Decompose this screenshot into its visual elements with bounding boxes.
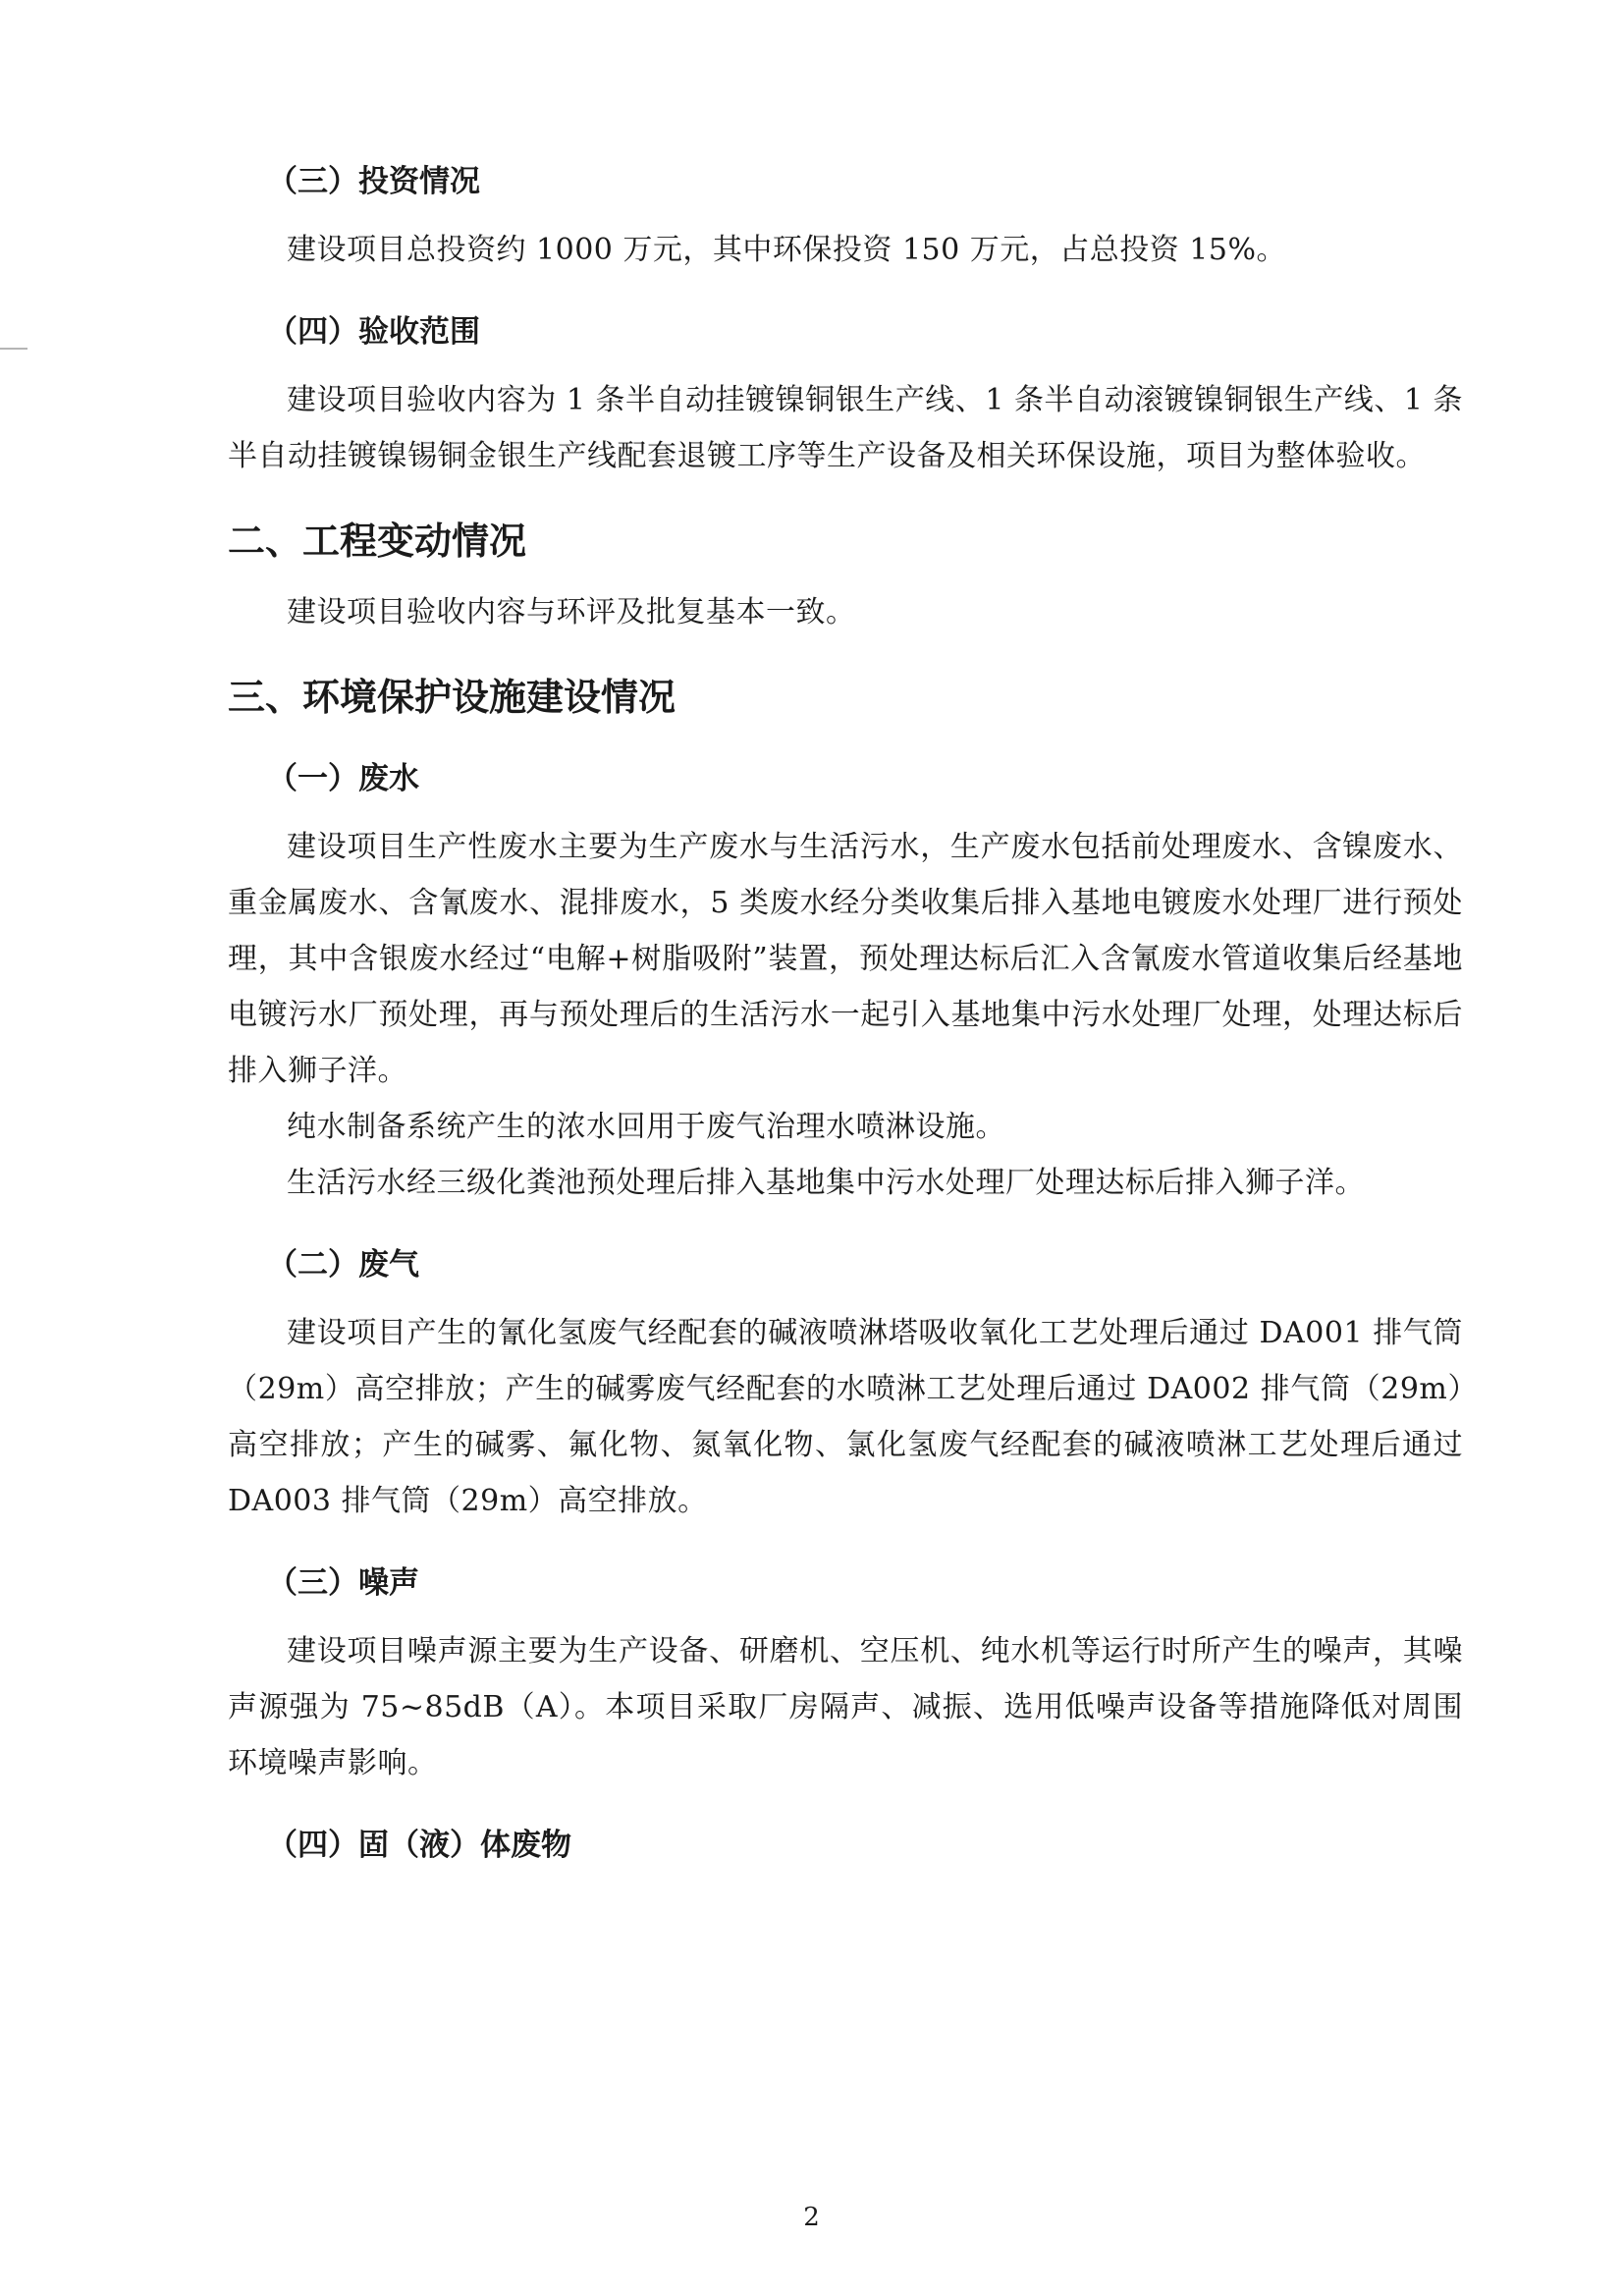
paragraph-noise: 建设项目噪声源主要为生产设备、研磨机、空压机、纯水机等运行时所产生的噪声，其噪声源强为 75~85dB（A）。本项目采取厂房隔声、减振、选用低噪声设备等措施降低对周围环境噪声影响。 <box>228 1634 1463 1780</box>
paragraph-exhaust-gas: 建设项目产生的氰化氢废气经配套的碱液喷淋塔吸收氧化工艺处理后通过 DA001 排气筒（29m）高空排放；产生的碱雾废气经配套的水喷淋工艺处理后通过 DA002 排气筒（29m）高空排放；产生的碱雾、氟化物、氮氧化物、氯化氢废气经配套的碱液喷淋工艺处理后通过 DA003 排气筒（29m）高空排放。 <box>228 1316 1463 1518</box>
heading-engineering-changes: 二、工程变动情况 <box>228 519 527 563</box>
paragraph-acceptance-scope: 建设项目验收内容为 1 条半自动挂镀镍铜银生产线、1 条半自动滚镀镍铜银生产线、1 条半自动挂镀镍锡铜金银生产线配套退镀工序等生产设备及相关环保设施，项目为整体验收。 <box>228 383 1463 473</box>
heading-acceptance-scope: （四）验收范围 <box>267 314 480 350</box>
heading-noise: （三）噪声 <box>267 1565 419 1601</box>
paragraph-investment: 建设项目总投资约 1000 万元，其中环保投资 150 万元，占总投资 15%。 <box>287 233 1286 267</box>
paragraph-wastewater-main: 建设项目生产性废水主要为生产废水与生活污水，生产废水包括前处理废水、含镍废水、重金属废水、含氰废水、混排废水，5 类废水经分类收集后排入基地电镀废水处理厂进行预处理，其中含银废水经过“电解+树脂吸附”装置，预处理达标后汇入含氰废水管道收集后经基地电镀污水厂预处理，再与预处理后的生活污水一起引入基地集中污水处理厂处理，处理达标后排入狮子洋。 <box>228 830 1463 1088</box>
page-number: 2 <box>803 2203 820 2232</box>
paragraph-wastewater-domestic: 生活污水经三级化粪池预处理后排入基地集中污水处理厂处理达标后排入狮子洋。 <box>287 1166 1365 1200</box>
margin-tick-mark <box>0 348 27 350</box>
heading-investment: （三）投资情况 <box>267 164 480 199</box>
heading-solid-liquid-waste: （四）固（液）体废物 <box>267 1828 571 1863</box>
page-content <box>228 157 1463 1870</box>
paragraph-engineering-changes: 建设项目验收内容与环评及批复基本一致。 <box>287 595 856 629</box>
heading-environmental-facilities: 三、环境保护设施建设情况 <box>228 675 676 719</box>
heading-wastewater: （一）废水 <box>267 761 419 796</box>
heading-exhaust-gas: （二）废气 <box>267 1247 419 1283</box>
paragraph-wastewater-pure-water: 纯水制备系统产生的浓水回用于废气治理水喷淋设施。 <box>287 1110 1005 1144</box>
